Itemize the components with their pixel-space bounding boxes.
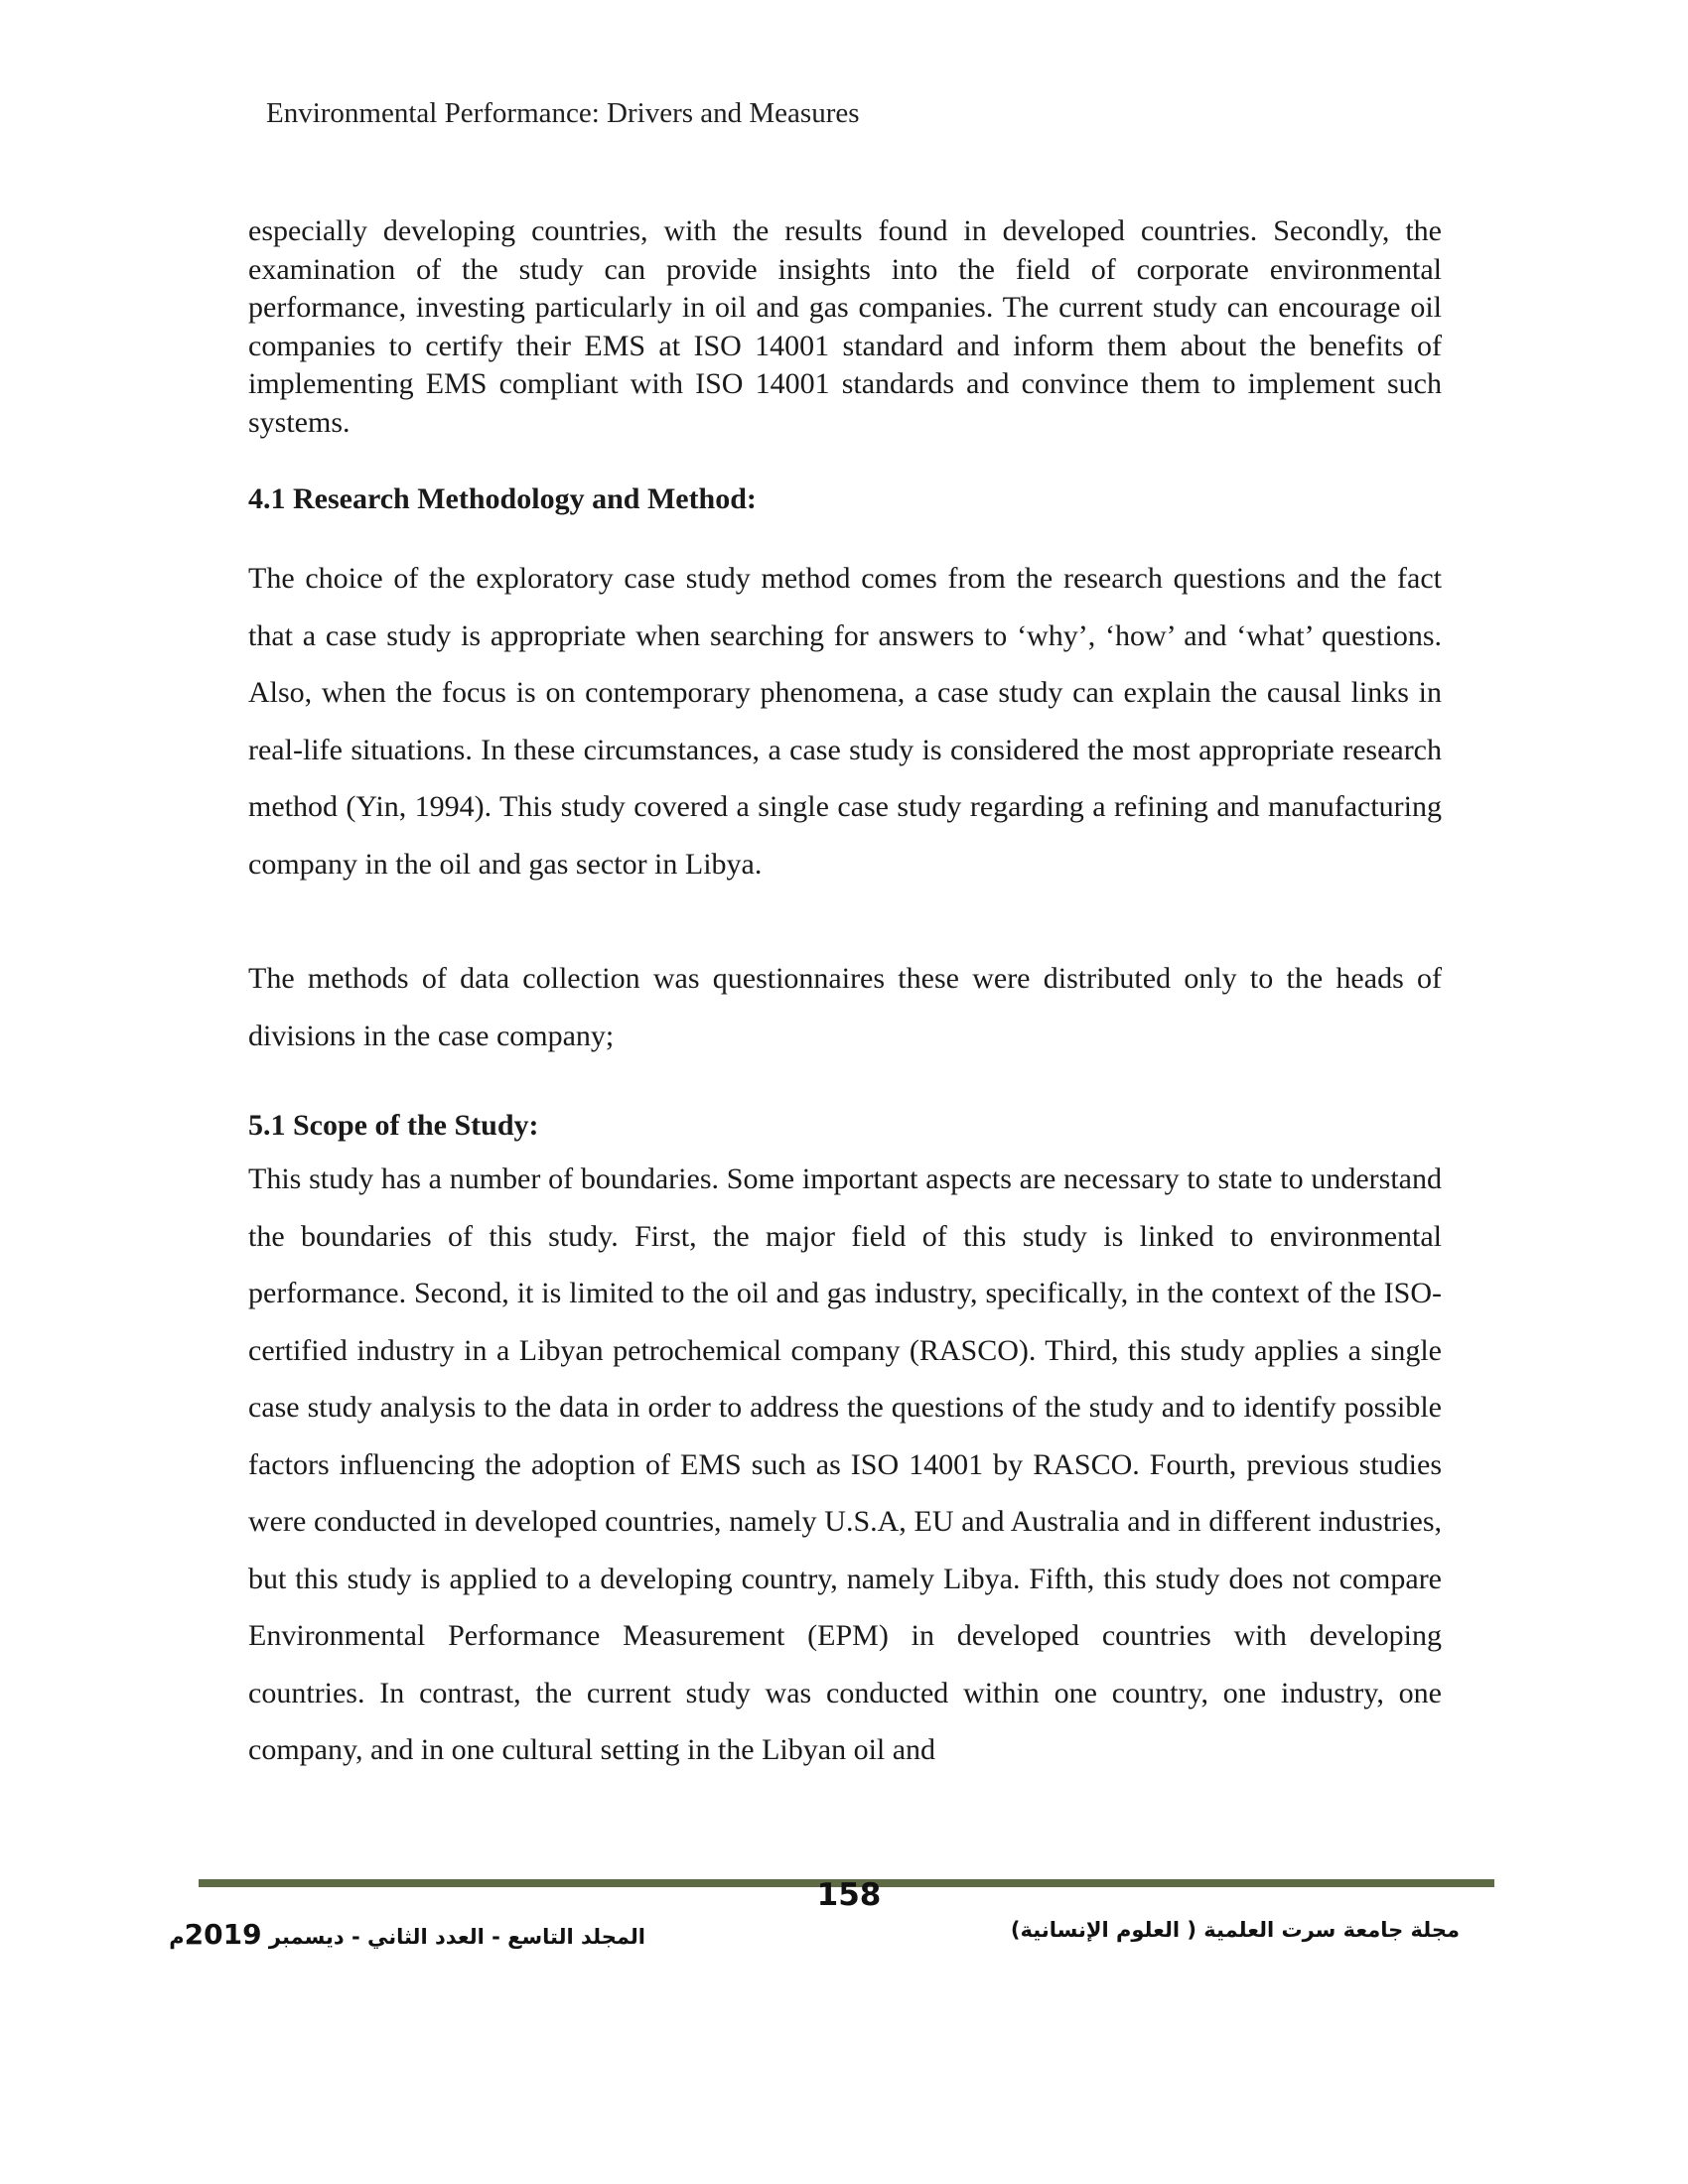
- section-heading-methodology: 4.1 Research Methodology and Method:: [248, 482, 757, 515]
- scope-paragraph: This study has a number of boundaries. Some important aspects are necessary to state to understand the boundaries of this study. First, the major field of this study is linked to environmental performance. Second, it is limited to the oil and gas industry, specifically, in the context of the ISO-certified industry in a Libyan petrochemical company (RASCO). Third, this study applies a single case study analysis to the data in order to address the questions of the study and to identify possible factors influencing the adoption of EMS such as ISO 14001 by RASCO. Fourth, previous studies were conducted in developed countries, namely U.S.A, EU and Australia and in different industries, but this study is applied to a developing country, namely Libya. Fifth, this study does not compare Environmental Performance Measurement (EPM) in developed countries with developing countries. In contrast, the current study was conducted within one country, one industry, one company, and in one cultural setting in the Libyan oil and: [248, 1162, 1442, 1766]
- methodology-paragraph-2: The methods of data collection was questionnaires these were distributed only to the heads of divisions in the case company;: [248, 962, 1442, 1052]
- footer-year: 2019: [184, 1918, 262, 1951]
- running-header: Environmental Performance: Drivers and Measures: [266, 97, 860, 129]
- section-heading-scope: 5.1 Scope of the Study:: [248, 1109, 539, 1142]
- footer-volume-text: المجلد التاسع - العدد الثاني - ديسمبر: [261, 1925, 645, 1949]
- methodology-paragraph-1: The choice of the exploratory case study method comes from the research questions and the fact that a case study is appropriate when searching for answers to ‘why’, ‘how’ and ‘what’ questions. Also, when the focus is on contemporary phenomena, a case study can explain the causal links in real-life situations. In these circumstances, a case study is considered the most appropriate research method (Yin, 1994). This study covered a single case study regarding a refining and manufacturing company in the oil and gas sector in Libya.: [248, 562, 1442, 881]
- page-number: 158: [816, 1877, 882, 1913]
- intro-paragraph: especially developing countries, with the results found in developed countries. Secondly, the examination of the study can provide insights into the field of corporate environmental performance, investing particularly in oil and gas companies. The current study can encourage oil companies to certify their EMS at ISO 14001 standard and inform them about the benefits of implementing EMS compliant with ISO 14001 standards and convince them to implement such systems.: [248, 214, 1442, 439]
- footer-journal-name: مجلة جامعة سرت العلمية ( العلوم الإنسانية): [1010, 1918, 1460, 1942]
- footer-volume-issue: [169, 1918, 645, 1951]
- footer-year-suffix: م: [169, 1925, 185, 1949]
